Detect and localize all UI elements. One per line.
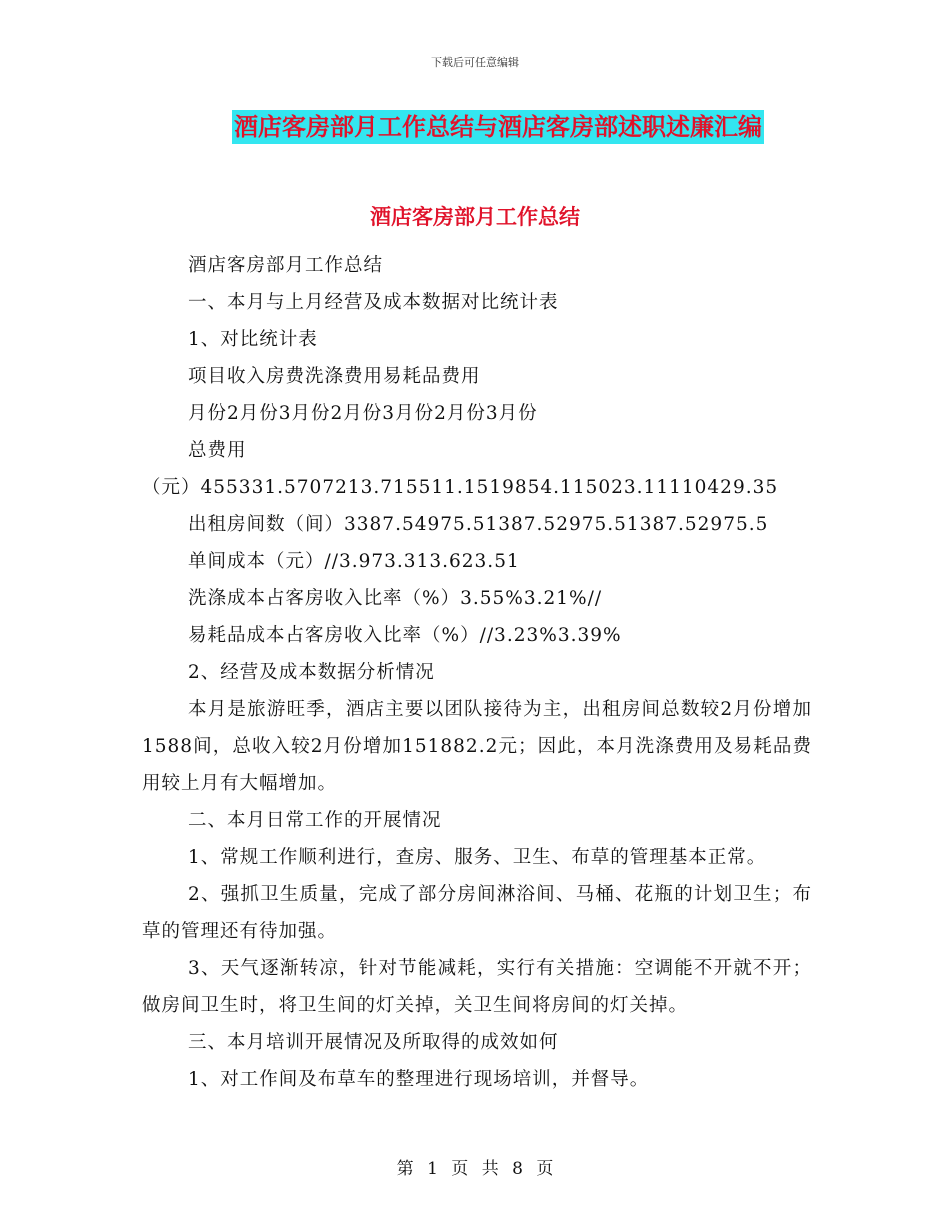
paragraph: 易耗品成本占客房收入比率（%）//3.23%3.39% (188, 625, 622, 646)
header-note: 下载后可任意编辑 (431, 56, 519, 69)
paragraph: 2、强抓卫生质量，完成了部分房间淋浴间、马桶、花瓶的计划卫生；布草的管理还有待加强。 (142, 884, 812, 942)
paragraph: 三、本月培训开展情况及所取得的成效如何 (188, 1032, 559, 1053)
document-body (142, 247, 812, 1098)
document-title-container (0, 110, 950, 144)
page-footer: 第 1 页 共 8 页 (396, 1159, 554, 1179)
paragraph: 出租房间数（间）3387.54975.51387.52975.51387.52975.5 (188, 514, 769, 535)
paragraph: 单间成本（元）//3.973.313.623.51 (188, 551, 520, 572)
document-title: 酒店客房部月工作总结与酒店客房部述职述廉汇编 (232, 110, 764, 144)
paragraph: 本月是旅游旺季，酒店主要以团队接待为主，出租房间总数较2月份增加1588间，总收入较2月份增加151882.2元；因此，本月洗涤费用及易耗品费用较上月有大幅增加。 (142, 699, 812, 794)
paragraph: 项目收入房费洗涤费用易耗品费用 (188, 366, 481, 387)
paragraph: 二、本月日常工作的开展情况 (188, 810, 442, 831)
paragraph: 1、对工作间及布草车的整理进行现场培训，并督导。 (188, 1069, 650, 1090)
section-title: 酒店客房部月工作总结 (370, 204, 580, 229)
paragraph: 一、本月与上月经营及成本数据对比统计表 (188, 292, 559, 313)
paragraph: 酒店客房部月工作总结 (188, 255, 384, 276)
paragraph: 1、对比统计表 (188, 329, 318, 350)
paragraph: 1、常规工作顺利进行，查房、服务、卫生、布草的管理基本正常。 (188, 847, 767, 868)
paragraph: 总费用 (188, 440, 247, 461)
paragraph: 洗涤成本占客房收入比率（%）3.55%3.21%// (188, 588, 603, 609)
paragraph: 月份2月份3月份2月份3月份2月份3月份 (188, 403, 538, 424)
paragraph: 3、天气逐渐转凉，针对节能减耗，实行有关措施：空调能不开就不开；做房间卫生时，将卫生间的灯关掉，关卫生间将房间的灯关掉。 (142, 958, 812, 1016)
paragraph: 2、经营及成本数据分析情况 (188, 662, 435, 683)
paragraph: （元）455331.5707213.715511.1519854.115023.11110429.35 (142, 477, 779, 498)
